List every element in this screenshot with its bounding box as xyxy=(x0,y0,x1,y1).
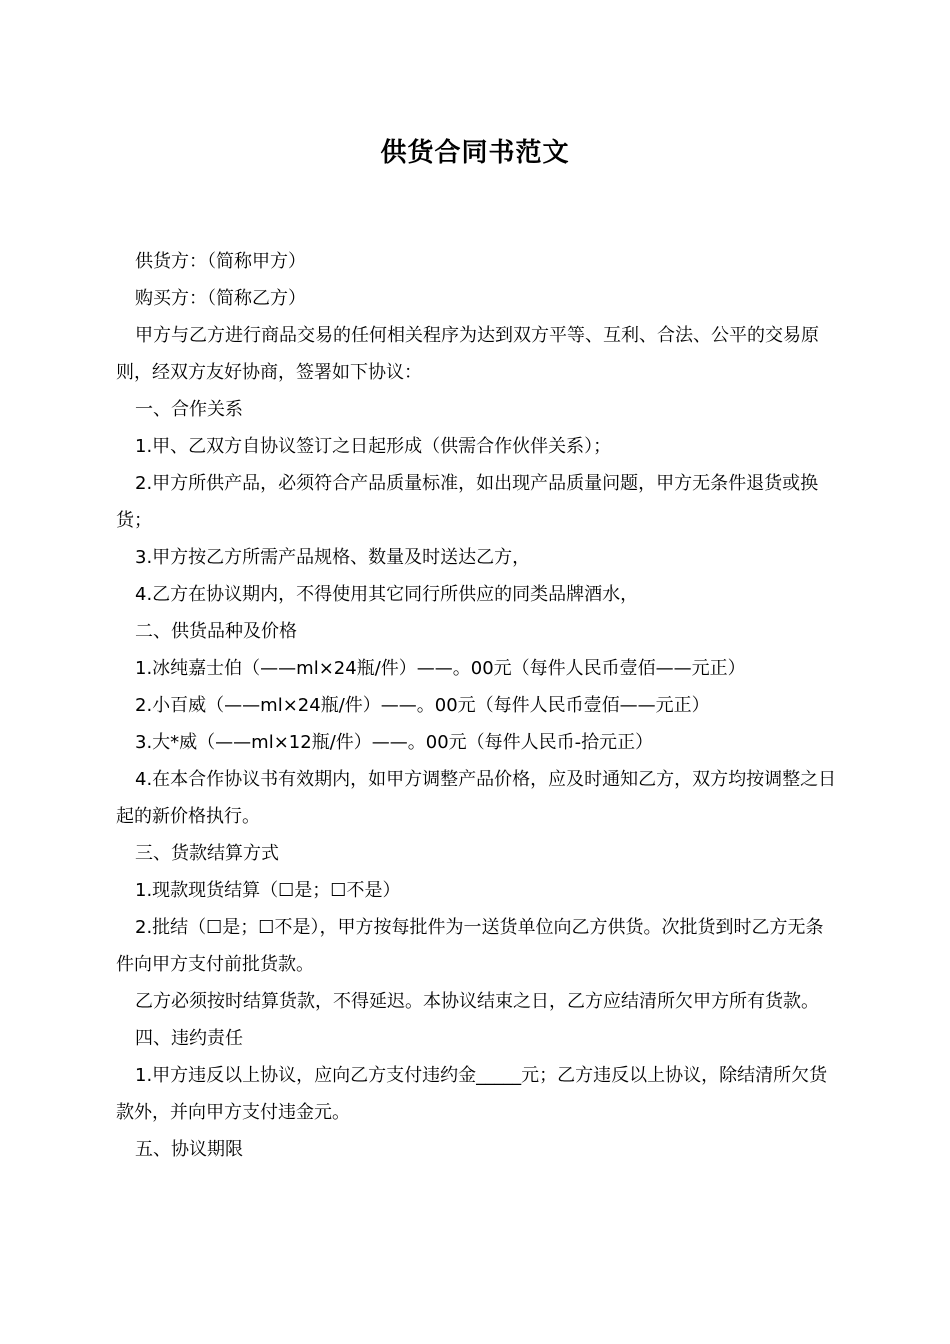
clause-2-3: 3.大*威（——ml×12瓶/件）——。00元（每件人民币-拾元正） xyxy=(135,732,654,753)
clause-3-2: 2.批结（☐是；☐不是），甲方按每批件为一送货单位向乙方供货。次批货到时乙方无条件向甲方支付前批货款。 xyxy=(116,917,824,975)
document-title: 供货合同书范文 xyxy=(380,138,570,168)
supplier-line: 供货方：（简称甲方） xyxy=(135,251,306,272)
section-heading-liability: 四、违约责任 xyxy=(135,1028,243,1049)
section-heading-products-prices: 二、供货品种及价格 xyxy=(135,621,297,642)
clause-1-4: 4.乙方在协议期内，不得使用其它同行所供应的同类品牌酒水， xyxy=(135,584,639,605)
clause-1-3: 3.甲方按乙方所需产品规格、数量及时送达乙方， xyxy=(135,547,531,568)
clause-3-1: 1.现款现货结算（☐是；☐不是） xyxy=(135,880,401,901)
clause-1-1: 1.甲、乙双方自协议签订之日起形成（供需合作伙伴关系）； xyxy=(135,436,612,457)
section-heading-payment: 三、货款结算方式 xyxy=(135,843,279,864)
clause-3-note: 乙方必须按时结算货款，不得延迟。本协议结束之日，乙方应结清所欠甲方所有货款。 xyxy=(135,991,819,1012)
clause-2-1: 1.冰纯嘉士伯（——ml×24瓶/件）——。00元（每件人民币壹佰——元正） xyxy=(135,658,746,679)
clause-2-4: 4.在本合作协议书有效期内，如甲方调整产品价格，应及时通知乙方，双方均按调整之日起的新价格执行。 xyxy=(116,769,837,827)
document-body xyxy=(116,243,838,1168)
section-heading-term: 五、协议期限 xyxy=(135,1139,243,1160)
clause-1-2: 2.甲方所供产品，必须符合产品质量标准，如出现产品质量问题，甲方无条件退货或换货； xyxy=(116,473,819,531)
buyer-line: 购买方：（简称乙方） xyxy=(135,288,306,309)
clause-4-1: 1.甲方违反以上协议，应向乙方支付违约金_____元；乙方违反以上协议，除结清所欠货款外，并向甲方支付违金元。 xyxy=(116,1065,828,1123)
section-heading-cooperation: 一、合作关系 xyxy=(135,399,243,420)
intro-paragraph: 甲方与乙方进行商品交易的任何相关程序为达到双方平等、互利、合法、公平的交易原则，经双方友好协商，签署如下协议： xyxy=(116,325,819,383)
clause-2-2: 2.小百威（——ml×24瓶/件）——。00元（每件人民币壹佰——元正） xyxy=(135,695,710,716)
